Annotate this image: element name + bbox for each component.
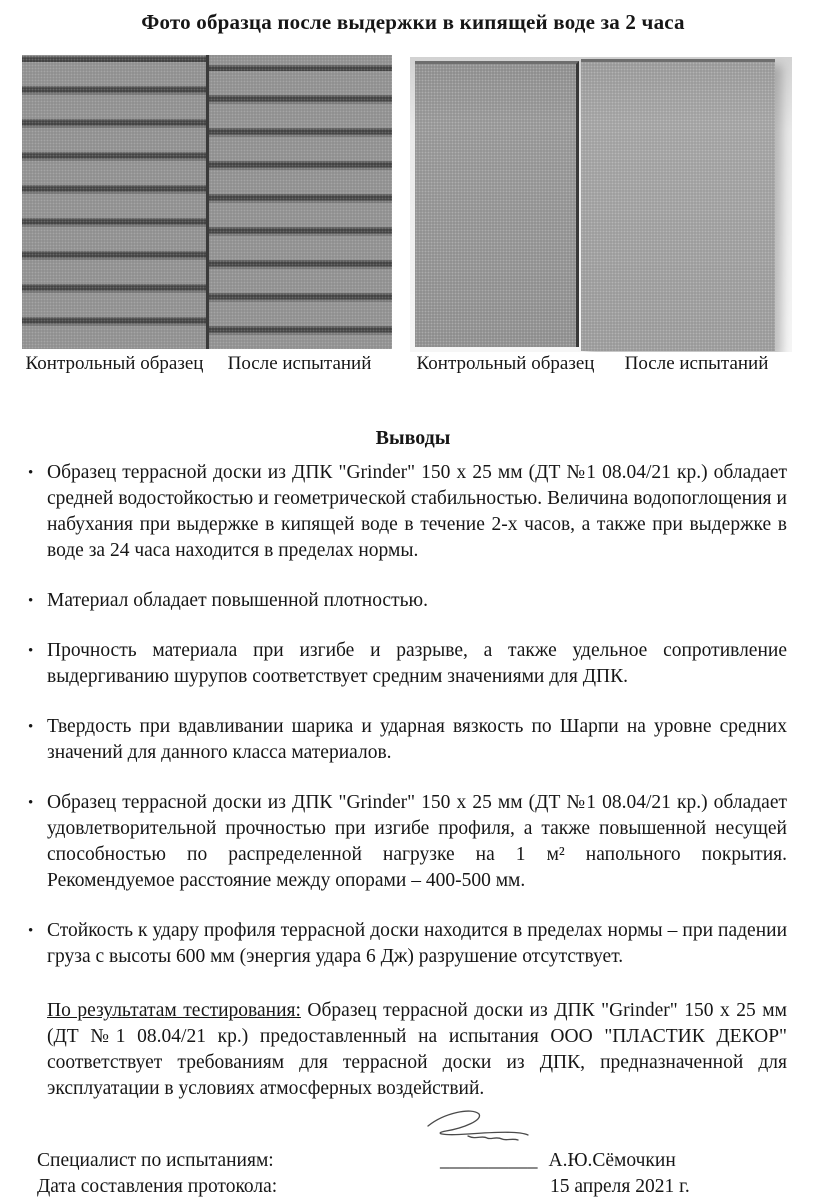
date-label: Дата составления протокола: (37, 1176, 278, 1197)
specialist-label: Специалист по испытаниям: (37, 1150, 274, 1171)
date-indent-spacer (440, 1174, 550, 1200)
list-item (28, 460, 787, 564)
date-value: 15 апреля 2021 г. (550, 1176, 690, 1197)
captions-grooved-photo (22, 353, 392, 375)
photo-grooved-boards (22, 55, 392, 349)
caption-after-testing: После испытаний (624, 353, 769, 374)
summary-paragraph (47, 998, 787, 1102)
page-title: Фото образца после выдержки в кипящей воде за 2 часа (141, 10, 685, 34)
bullet-icon: • (28, 465, 34, 481)
list-item (28, 638, 787, 690)
captions-smooth-photo (410, 353, 792, 375)
conclusion-text: Образец террасной доски из ДПК "Grinder" 150 х 25 мм (ДТ №1 08.04/21 кр.) обладает удовлетворительной прочностью при изгибе профиля, а также повышенной несущей способностью по распределенной нагрузке на 1 м² напольного покрытия. Рекомендуемое расстояние между опорами – 400-500 мм. (47, 792, 787, 891)
list-item (28, 714, 787, 766)
grooved-plank-tested (206, 55, 393, 349)
summary-text: Образец террасной доски из ДПК "Grinder" 150 х 25 мм (ДТ №1 08.04/21 кр.) предоставленный на испытания ООО "ПЛАСТИК ДЕКОР" соответствует требованиям для террасной доски из ДПК, предназначенной для эксплуатации в условиях атмосферных воздействий. (47, 1000, 787, 1099)
list-item (28, 790, 787, 894)
specialist-row (37, 1148, 807, 1174)
caption-after-testing: После испытаний (227, 353, 372, 374)
smooth-plank-tested (581, 59, 775, 351)
list-item (28, 588, 787, 614)
list-item (28, 918, 787, 970)
grooved-plank-control (22, 55, 206, 349)
smooth-plank-control (415, 61, 579, 347)
bullet-icon: • (28, 923, 34, 939)
bullet-icon: • (28, 719, 34, 735)
conclusion-text: Материал обладает повышенной плотностью. (47, 590, 428, 611)
summary-lead: По результатам тестирования: (47, 1000, 301, 1021)
signature-line: __________ (440, 1150, 538, 1171)
conclusion-text: Твердость при вдавливании шарика и ударная вязкость по Шарпи на уровне средних значений для данного класса материалов. (47, 716, 787, 763)
conclusion-text: Стойкость к удару профиля террасной доски находится в пределах нормы – при падении груза с высоты 600 мм (энергия удара 6 Дж) разрушение отсутствует. (47, 920, 787, 967)
conclusion-text: Образец террасной доски из ДПК "Grinder" 150 х 25 мм (ДТ №1 08.04/21 кр.) обладает средней водостойкостью и геометрической стабильностью. Величина водопоглощения и набухания при выдержке в кипящей воде в течение 2-х часов, а также при выдержке в воде за 24 часа находится в пределах нормы. (47, 462, 787, 561)
photo-smooth-boards (410, 57, 792, 352)
bullet-icon: • (28, 593, 34, 609)
date-row (37, 1174, 807, 1200)
conclusions-list (28, 460, 787, 970)
caption-control-sample: Контрольный образец (416, 353, 595, 374)
bullet-icon: • (28, 795, 34, 811)
bullet-icon: • (28, 643, 34, 659)
caption-control-sample: Контрольный образец (25, 353, 204, 374)
specialist-name: А.Ю.Сёмочкин (548, 1150, 676, 1171)
signature-image (424, 1105, 536, 1149)
conclusion-text: Прочность материала при изгибе и разрыве, а также удельное сопротивление выдергиванию шурупов соответствует средним значениями для ДПК. (47, 640, 787, 687)
signoff-block (37, 1148, 807, 1200)
conclusions-heading: Выводы (375, 427, 451, 449)
